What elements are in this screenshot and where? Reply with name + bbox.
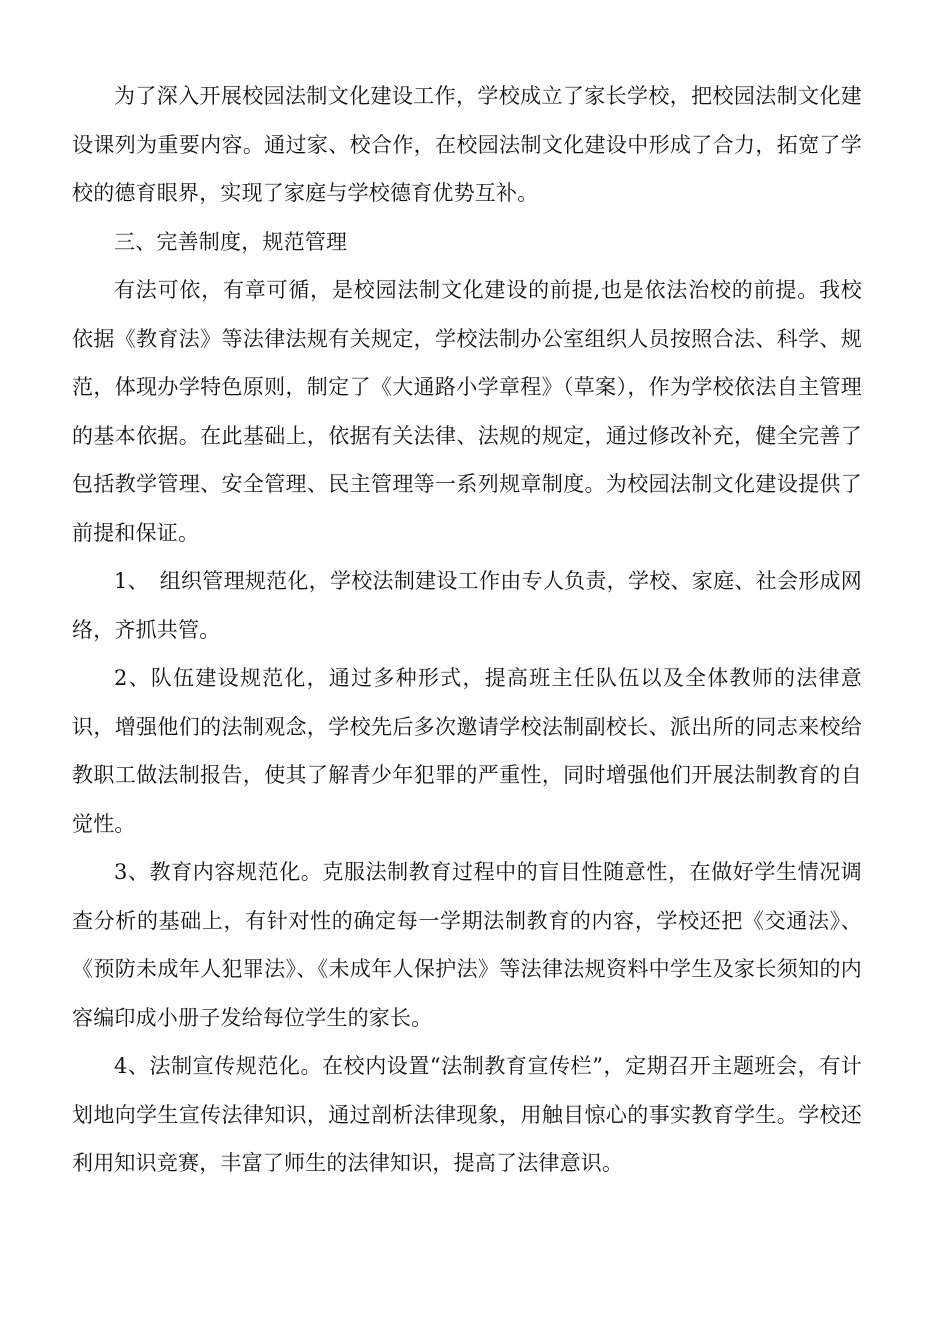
paragraph-home-school-cooperation: 为了深入开展校园法制文化建设工作，学校成立了家长学校，把校园法制文化建设课列为重要内容。通过家、校合作，在校园法制文化建设中形成了合力，拓宽了学校的德育眼界，实现了家庭与学校德育优势互补。: [72, 84, 862, 205]
paragraph-rules-foundation: 有法可依，有章可循，是校园法制文化建设的前提,也是依法治校的前提。我校依据《教育法》等法律法规有关规定，学校法制办公室组织人员按照合法、科学、规范，体现办学特色原则，制定了《大通路小学章程》（草案），作为学校依法自主管理的基本依据。在此基础上，依据有关法律、法规的规定，通过修改补充，健全完善了包括教学管理、安全管理、民主管理等一系列规章制度。为校园法制文化建设提供了前提和保证。: [72, 278, 862, 545]
paragraph-item-2-team-building: 2、队伍建设规范化，通过多种形式，提高班主任队伍以及全体教师的法律意识，增强他们的法制观念，学校先后多次邀请学校法制副校长、派出所的同志来校给教职工做法制报告，使其了解青少年犯罪的严重性，同时增强他们开展法制教育的自觉性。: [72, 666, 862, 836]
section-heading-improve-system: 三、完善制度，规范管理: [114, 229, 348, 254]
document-page: [72, 72, 862, 1188]
paragraph-item-1-organization: 1、 组织管理规范化，学校法制建设工作由专人负责，学校、家庭、社会形成网络，齐抓共管。: [72, 569, 862, 642]
paragraph-item-3-education-content: 3、教育内容规范化。克服法制教育过程中的盲目性随意性，在做好学生情况调查分析的基础上，有针对性的确定每一学期法制教育的内容，学校还把《交通法》、《预防未成年人犯罪法》、《未成年人保护法》等法律法规资料中学生及家长须知的内容编印成小册子发给每位学生的家长。: [72, 860, 862, 1030]
paragraph-item-4-publicity: 4、法制宣传规范化。在校内设置“法制教育宣传栏”，定期召开主题班会，有计划地向学生宣传法律知识，通过剖析法律现象，用触目惊心的事实教育学生。学校还利用知识竞赛，丰富了师生的法律知识，提高了法律意识。: [72, 1054, 862, 1175]
